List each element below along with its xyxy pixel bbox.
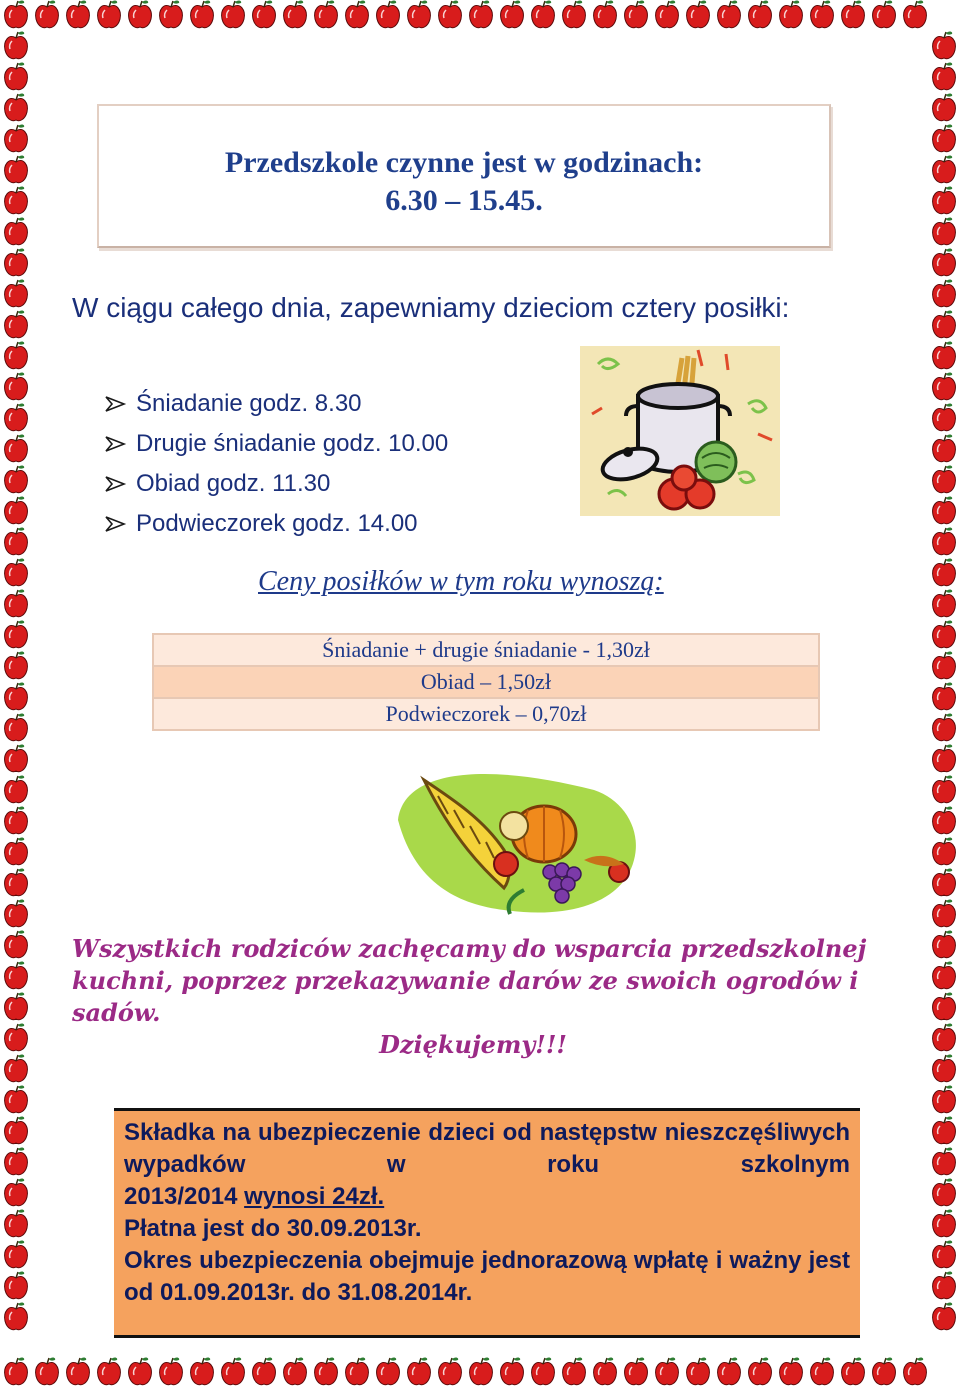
- apple-icon: [377, 1357, 400, 1384]
- apple-icon: [5, 992, 28, 1019]
- apple-icon: [5, 1054, 28, 1081]
- apple-icon: [656, 1357, 679, 1384]
- apple-icon: [5, 1240, 28, 1267]
- apple-icon: [36, 0, 59, 27]
- apple-icon: [933, 403, 956, 430]
- apple-icon: [811, 1357, 834, 1384]
- apple-icon: [5, 961, 28, 988]
- apple-icon: [315, 1357, 338, 1384]
- apple-icon: [377, 0, 400, 27]
- apple-icon: [873, 1357, 896, 1384]
- apple-icon: [5, 744, 28, 771]
- list-item: [104, 504, 448, 544]
- apple-icon: [5, 248, 28, 275]
- apple-icon: [873, 0, 896, 27]
- price-cell: Podwieczorek – 0,70zł: [153, 698, 819, 730]
- apple-icon: [5, 1023, 28, 1050]
- apple-icon: [5, 341, 28, 368]
- meal-label: Obiad godz. 11.30: [136, 470, 331, 497]
- apple-icon: [933, 744, 956, 771]
- list-item: [104, 384, 448, 424]
- insurance-box: [114, 1108, 860, 1338]
- apple-icon: [933, 651, 956, 678]
- apple-icon: [439, 0, 462, 27]
- apple-icon: [594, 0, 617, 27]
- apple-icon: [933, 372, 956, 399]
- apple-icon: [5, 124, 28, 151]
- apple-icon: [687, 1357, 710, 1384]
- apple-icon: [346, 1357, 369, 1384]
- apple-icon: [253, 0, 276, 27]
- apple-icon: [5, 62, 28, 89]
- apple-icon: [933, 713, 956, 740]
- meals-list: [104, 384, 448, 544]
- apple-icon: [780, 1357, 803, 1384]
- apple-icon: [67, 1357, 90, 1384]
- apple-icon: [5, 279, 28, 306]
- prices-heading: Ceny posiłków w tym roku wynoszą:: [258, 566, 664, 597]
- apple-icon: [191, 0, 214, 27]
- apple-icon: [5, 899, 28, 926]
- apple-icon: [933, 620, 956, 647]
- meal-label: Drugie śniadanie godz. 10.00: [136, 430, 449, 457]
- apple-icon: [933, 465, 956, 492]
- apple-icon: [5, 310, 28, 337]
- apple-icon: [5, 0, 28, 27]
- apple-icon: [5, 868, 28, 895]
- apple-icon: [563, 0, 586, 27]
- arrow-bullet-icon: [104, 474, 130, 494]
- apple-icon: [5, 1271, 28, 1298]
- apple-icon: [687, 0, 710, 27]
- apple-icon: [36, 1357, 59, 1384]
- list-item: [104, 464, 448, 504]
- apple-icon: [408, 0, 431, 27]
- apple-icon: [5, 1147, 28, 1174]
- apple-icon: [5, 1302, 28, 1329]
- apple-icon: [160, 1357, 183, 1384]
- apple-icon: [346, 0, 369, 27]
- apple-icon: [532, 1357, 555, 1384]
- apple-icon: [933, 775, 956, 802]
- apple-icon: [5, 465, 28, 492]
- meal-label: Podwieczorek godz. 14.00: [136, 510, 418, 537]
- apple-icon: [933, 899, 956, 926]
- apple-icon: [933, 1240, 956, 1267]
- apple-icon: [933, 1116, 956, 1143]
- apple-icon: [5, 558, 28, 585]
- apple-icon: [470, 1357, 493, 1384]
- apple-icon: [780, 0, 803, 27]
- apple-icon: [5, 1178, 28, 1205]
- cornucopia-clipart: [394, 760, 648, 924]
- insurance-year: 2013/2014: [124, 1183, 245, 1210]
- apple-icon: [933, 961, 956, 988]
- apple-icon: [5, 372, 28, 399]
- insurance-period: Okres ubezpieczenia obejmuje jednorazową wpłatę i ważny jest od 01.09.2013r. do 31.08.2014r.: [124, 1247, 850, 1306]
- apple-icon: [594, 1357, 617, 1384]
- apple-icon: [532, 0, 555, 27]
- apple-icon: [811, 0, 834, 27]
- apple-icon: [129, 0, 152, 27]
- apple-icon: [933, 992, 956, 1019]
- opening-hours-title: Przedszkole czynne jest w godzinach:: [224, 146, 704, 179]
- apple-icon: [5, 589, 28, 616]
- thanks-text: Dziękujemy!!!: [379, 1030, 567, 1059]
- apple-icon: [933, 682, 956, 709]
- apple-icon: [933, 279, 956, 306]
- insurance-amount: wynosi 24zł.: [244, 1183, 385, 1210]
- apple-icon: [5, 837, 28, 864]
- apple-icon: [933, 310, 956, 337]
- apple-icon: [933, 930, 956, 957]
- apple-icon: [5, 496, 28, 523]
- apple-icon: [933, 1271, 956, 1298]
- apple-icon: [933, 186, 956, 213]
- apple-icon: [933, 868, 956, 895]
- apple-icon: [5, 1085, 28, 1112]
- apple-icon: [933, 806, 956, 833]
- apple-icon: [904, 1357, 927, 1384]
- apple-icon: [5, 217, 28, 244]
- apple-icon: [933, 62, 956, 89]
- apple-icon: [563, 1357, 586, 1384]
- apple-icon: [933, 1054, 956, 1081]
- apple-icon: [253, 1357, 276, 1384]
- apple-icon: [933, 1147, 956, 1174]
- apple-icon: [501, 1357, 524, 1384]
- apple-icon: [933, 1085, 956, 1112]
- arrow-bullet-icon: [104, 394, 130, 414]
- price-cell: Śniadanie + drugie śniadanie - 1,30zł: [153, 634, 819, 666]
- apple-icon: [5, 1357, 28, 1384]
- apple-icon: [933, 31, 956, 58]
- apple-icon: [222, 1357, 245, 1384]
- apple-icon: [5, 930, 28, 957]
- apple-icon: [933, 1209, 956, 1236]
- price-cell: Obiad – 1,50zł: [153, 666, 819, 698]
- apple-icon: [933, 124, 956, 151]
- arrow-bullet-icon: [104, 434, 130, 454]
- apple-icon: [5, 31, 28, 58]
- apple-icon: [933, 341, 956, 368]
- apple-icon: [656, 0, 679, 27]
- apple-icon: [284, 0, 307, 27]
- apple-icon: [191, 1357, 214, 1384]
- apple-icon: [5, 186, 28, 213]
- apple-icon: [749, 0, 772, 27]
- insurance-amount-line: [124, 1181, 850, 1213]
- apple-icon: [5, 434, 28, 461]
- apple-icon: [625, 1357, 648, 1384]
- apple-icon: [933, 248, 956, 275]
- opening-hours-time: 6.30 – 15.45.: [385, 184, 543, 217]
- apple-icon: [933, 558, 956, 585]
- apple-icon: [98, 0, 121, 27]
- cooking-pot-clipart: [578, 344, 782, 520]
- apple-icon: [933, 155, 956, 182]
- apple-icon: [933, 1178, 956, 1205]
- apple-icon: [933, 434, 956, 461]
- apple-icon: [933, 837, 956, 864]
- meal-label: Śniadanie godz. 8.30: [136, 390, 362, 417]
- apple-icon: [5, 620, 28, 647]
- donation-appeal: [72, 933, 902, 1061]
- apple-icon: [98, 1357, 121, 1384]
- apple-icon: [5, 775, 28, 802]
- apple-icon: [222, 0, 245, 27]
- arrow-bullet-icon: [104, 514, 130, 534]
- table-row: [153, 666, 819, 698]
- apple-icon: [933, 589, 956, 616]
- apple-icon: [67, 0, 90, 27]
- apple-icon: [439, 1357, 462, 1384]
- apple-icon: [5, 713, 28, 740]
- meals-intro: W ciągu całego dnia, zapewniamy dzieciom cztery posiłki:: [72, 292, 790, 323]
- apple-icon: [315, 0, 338, 27]
- apple-icon: [5, 155, 28, 182]
- apple-icon: [408, 1357, 431, 1384]
- table-row: [153, 634, 819, 666]
- opening-hours-box: [97, 104, 831, 248]
- apple-icon: [5, 93, 28, 120]
- list-item: [104, 424, 448, 464]
- apple-icon: [5, 527, 28, 554]
- apple-icon: [5, 651, 28, 678]
- apple-icon: [160, 0, 183, 27]
- apple-icon: [933, 527, 956, 554]
- apple-icon: [470, 0, 493, 27]
- prices-table: [152, 633, 820, 731]
- apple-icon: [749, 1357, 772, 1384]
- apple-icon: [625, 0, 648, 27]
- apple-icon: [5, 682, 28, 709]
- insurance-line: Składka na ubezpieczenie dzieci od następstw nieszczęśliwych wypadków w roku szkolnym: [124, 1119, 850, 1178]
- apple-icon: [933, 217, 956, 244]
- apple-icon: [284, 1357, 307, 1384]
- apple-icon: [718, 1357, 741, 1384]
- apple-icon: [904, 0, 927, 27]
- apple-icon: [5, 806, 28, 833]
- apple-icon: [5, 1116, 28, 1143]
- insurance-deadline: Płatna jest do 30.09.2013r.: [124, 1215, 422, 1242]
- apple-icon: [933, 93, 956, 120]
- apple-icon: [129, 1357, 152, 1384]
- apple-icon: [5, 1209, 28, 1236]
- appeal-text: Wszystkich rodziców zachęcamy do wsparcia przedszkolnej kuchni, poprzez przekazywanie darów ze swoich ogrodów i sadów.: [72, 934, 867, 1027]
- apple-icon: [718, 0, 741, 27]
- table-row: [153, 698, 819, 730]
- apple-icon: [933, 1023, 956, 1050]
- apple-icon: [842, 0, 865, 27]
- apple-icon: [501, 0, 524, 27]
- apple-icon: [842, 1357, 865, 1384]
- apple-icon: [933, 496, 956, 523]
- apple-icon: [933, 1302, 956, 1329]
- apple-icon: [5, 403, 28, 430]
